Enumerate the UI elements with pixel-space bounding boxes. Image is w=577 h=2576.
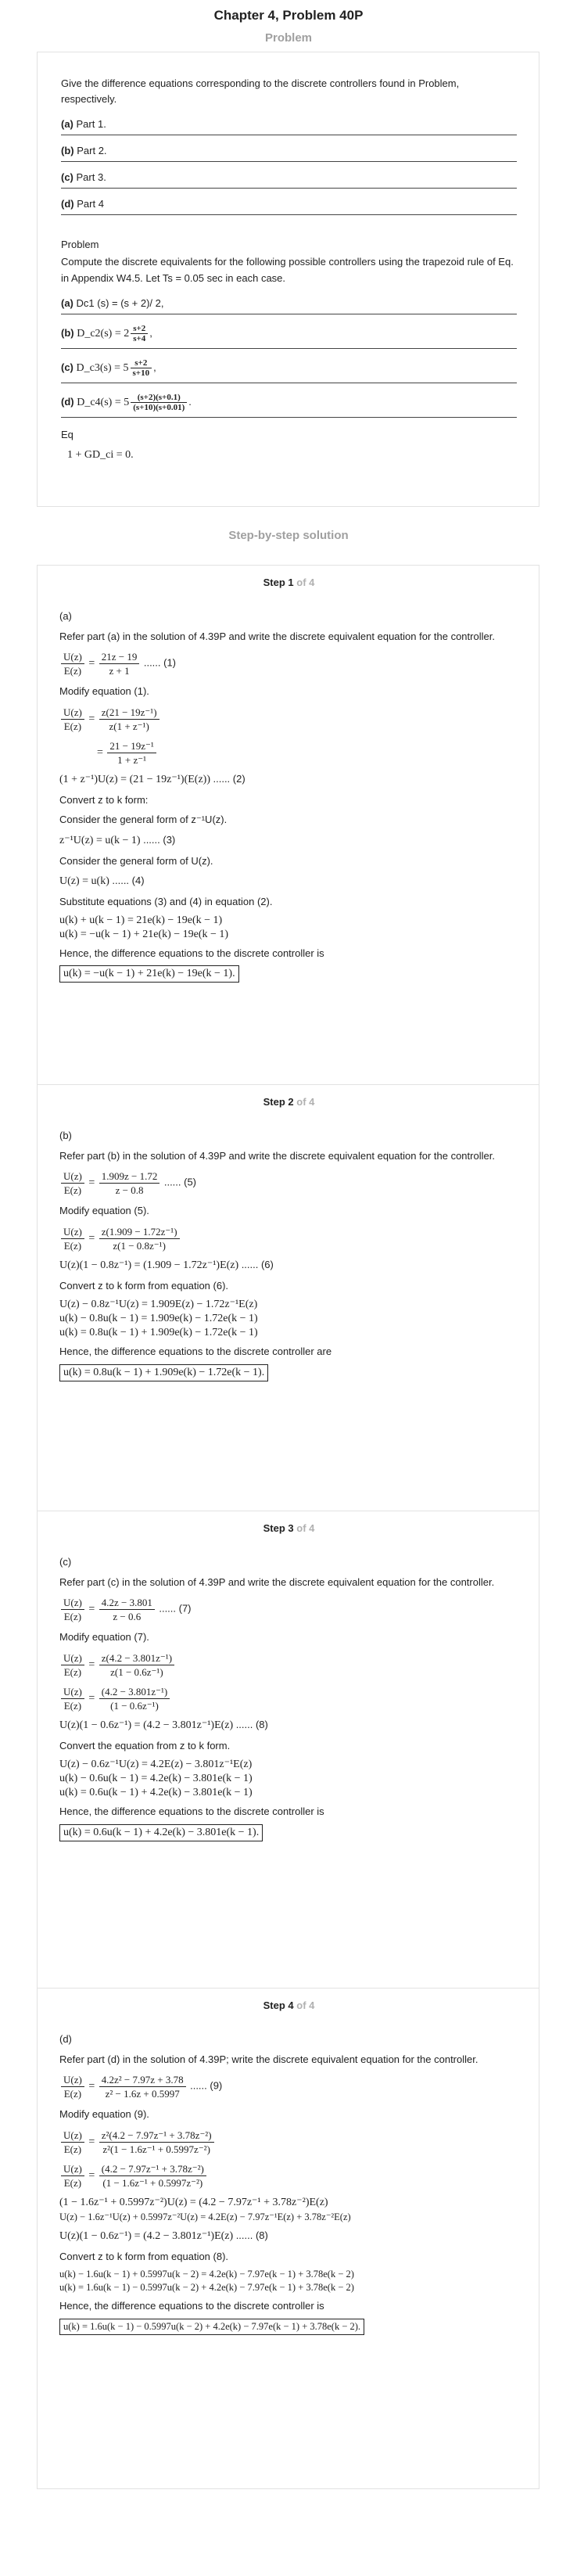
step-4-intro: Refer part (d) in the solution of 4.39P; write the discrete equivalent equation for the controller. [59,2053,478,2065]
step-2-l3: u(k) = 0.8u(k − 1) + 1.909e(k) − 1.72e(k − 1) [59,1327,258,1338]
step-3-eq2: U(z)(1 − 0.6z⁻¹) = (4.2 − 3.801z⁻¹)E(z) ...... (8) [59,1718,268,1731]
step-4-eq1b: $\frac{U(z)}{E(z)}$ = $\frac{\text{z²(4.2 − 7.97z⁻¹ + 3.78z⁻²)}}{\text{z²(1 − 1.6z⁻¹ + 0.5997z⁻²)}}$ [59,2129,518,2156]
step-4-header: Step 4 of 4 [263,1999,315,2011]
step-3-result: u(k) = 0.6u(k − 1) + 4.2e(k) − 3.801e(k − 1). [59,1824,263,1841]
step-2-eq1: $\frac{U(z)}{E(z)}$ = $\frac{1.909z - 1.72}{z - 0.8}$ ...... (5) [59,1169,518,1197]
step-1-eq1b: $\frac{U(z)}{E(z)}$ = $\frac{\text{z(21 − 19z⁻¹)}}{\text{z(1 + z⁻¹)}}$ [59,706,518,733]
step-4-eq1: $\frac{U(z)}{E(z)}$ = $\frac{\text{4.2z² − 7.97z + 3.78}}{\text{z² − 1.6z + 0.5997}}$ ...... (9) [59,2073,518,2100]
step-2-intro: Refer part (b) in the solution of 4.39P and write the discrete equivalent equation for the controller. [59,1149,495,1162]
sub-problem-heading: Problem [61,239,99,251]
controller-b: (b) D_c2(s) = 2 $\frac{s+2}{s+4}$ , [61,321,517,349]
step-4-eq1c: $\frac{U(z)}{E(z)}$ = $\frac{\text{(4.2 − 7.97z⁻¹ + 3.78z⁻²)}}{\text{(1 − 1.6z⁻¹ + 0.5997z⁻²)}}$ [59,2162,518,2190]
step-3-eq1: $\frac{U(z)}{E(z)}$ = $\frac{4.2z - 3.801}{z - 0.6}$ ...... (7) [59,1596,518,1623]
step-3-eq1b: $\frac{U(z)}{E(z)}$ = $\frac{\text{z(4.2 − 3.801z⁻¹)}}{\text{z(1 − 0.6z⁻¹)}}$ [59,1651,518,1679]
controller-d: (d) D_c4(s) = 5 $\frac{(s+2)(s+0.1)}{(s+10)(s+0.01)}$ . [61,390,517,418]
step-1-intro: Refer part (a) in the solution of 4.39P and write the discrete equivalent equation for the controller. [59,630,495,642]
sub-problem-intro: Compute the discrete equivalents for the following possible controllers using the trapezoid rule of Eq. in Appendix W4.5. Let Ts = 0.05 sec in each case. [61,256,514,284]
controller-a: (a) Dc1 (s) = (s + 2)/ 2, [61,294,517,314]
step-1-substitute: Substitute equations (3) and (4) in equation (2). [59,896,273,907]
step-3-hence: Hence, the difference equations to the discrete controller is [59,1805,324,1817]
step-1-convert: Convert z to k form: [59,793,149,806]
step-2-eq2: U(z)(1 − 0.8z⁻¹) = (1.909 − 1.72z⁻¹)E(z) ...... (6) [59,1258,274,1271]
step-1-eq3: z⁻¹U(z) = u(k − 1) ...... (3) [59,833,176,846]
step-2-eq1b: $\frac{U(z)}{E(z)}$ = $\frac{\text{z(1.909 − 1.72z⁻¹)}}{\text{z(1 − 0.8z⁻¹)}}$ [59,1225,518,1252]
step-3-l1: U(z) − 0.6z⁻¹U(z) = 4.2E(z) − 3.801z⁻¹E(z) [59,1759,253,1770]
step-1-eq2: (1 + z⁻¹)U(z) = (21 − 19z⁻¹)(E(z)) ...... (2) [59,772,245,785]
controller-c: (c) D_c3(s) = 5 $\frac{s+2}{s+10}$ , [61,355,517,383]
step-2-l2: u(k) − 0.8u(k − 1) = 1.909e(k) − 1.72e(k − 1) [59,1313,258,1324]
step-4 [38,1988,539,2488]
step-4-convert: Convert z to k form from equation (8). [59,2250,229,2262]
step-3-intro: Refer part (c) in the solution of 4.39P and write the discrete equivalent equation for the controller. [59,1575,495,1588]
step-3 [38,1511,539,1988]
step-4-hence: Hence, the difference equations to the discrete controller is [59,2300,324,2312]
step-2-l1: U(z) − 0.8z⁻¹U(z) = 1.909E(z) − 1.72z⁻¹E(z) [59,1299,258,1310]
step-1-eq6: u(k) = −u(k − 1) + 21e(k) − 19e(k − 1) [59,928,229,940]
step-3-part: (c) [59,1556,72,1568]
problem-part-a: (a) Part 1. [61,115,517,135]
step-2-part: (b) [59,1130,72,1141]
step-1-eq4: U(z) = u(k) ...... (4) [59,875,145,887]
step-2 [38,1084,539,1511]
step-1 [38,566,539,1084]
step-4-eq2a: (1 − 1.6z⁻¹ + 0.5997z⁻²)U(z) = (4.2 − 7.97z⁻¹ + 3.78z⁻²)E(z) [59,2196,328,2208]
step-3-convert: Convert the equation from z to k form. [59,1739,231,1751]
step-4-part: (d) [59,2033,72,2045]
step-3-eq1c: $\frac{U(z)}{E(z)}$ = $\frac{\text{(4.2 − 3.801z⁻¹)}}{\text{(1 − 0.6z⁻¹)}}$ [59,1685,518,1712]
step-1-eq5: u(k) + u(k − 1) = 21e(k) − 19e(k − 1) [59,914,223,926]
step-4-result: u(k) = 1.6u(k − 1) − 0.5997u(k − 2) + 4.2e(k) − 7.97e(k − 1) + 3.78e(k − 2). [59,2319,364,2335]
step-1-header: Step 1 of 4 [263,577,315,588]
chapter-title: Chapter 4, Problem 40P [213,8,364,23]
step-3-l3: u(k) = 0.6u(k − 1) + 4.2e(k) − 3.801e(k − 1) [59,1787,253,1798]
step-4-eq2b: U(z) − 1.6z⁻¹U(z) + 0.5997z⁻²U(z) = 4.2E(z) − 7.97z⁻¹E(z) + 3.78z⁻²E(z) [59,2211,351,2222]
step-4-l2: u(k) = 1.6u(k − 1) − 0.5997u(k − 2) + 4.2e(k) − 7.97e(k − 1) + 3.78e(k − 2) [59,2282,354,2293]
problem-part-d: (d) Part 4 [61,195,517,215]
problem-part-b: (b) Part 2. [61,142,517,162]
step-1-consider2: Consider the general form of U(z). [59,854,213,867]
step-2-result: u(k) = 0.8u(k − 1) + 1.909e(k) − 1.72e(k − 1). [59,1364,268,1381]
problem-heading: Problem [264,31,312,45]
step-1-modify: Modify equation (1). [59,685,149,697]
step-2-modify: Modify equation (5). [59,1205,149,1216]
eq-label: Eq [61,428,73,440]
step-2-hence: Hence, the difference equations to the discrete controller are [59,1345,332,1357]
step-2-convert: Convert z to k form from equation (6). [59,1279,229,1292]
solution-heading: Step-by-step solution [228,529,349,542]
step-1-result: u(k) = −u(k − 1) + 21e(k) − 19e(k − 1). [59,965,239,983]
characteristic-equation: 1 + GD_ci = 0. [67,448,134,461]
step-4-modify: Modify equation (9). [59,2108,149,2120]
step-4-eq2: U(z)(1 − 0.6z⁻¹) = (4.2 − 3.801z⁻¹)E(z) ...... (8) [59,2229,268,2242]
problem-part-c: (c) Part 3. [61,168,517,189]
solution-card [37,565,539,2489]
problem-card [37,52,539,507]
step-4-l1: u(k) − 1.6u(k − 1) + 0.5997u(k − 2) = 4.2e(k) − 7.97e(k − 1) + 3.78e(k − 2) [59,2269,354,2280]
problem-intro: Give the difference equations corresponding to the discrete controllers found in Problem, respectively. [61,77,460,106]
step-3-header: Step 3 of 4 [263,1522,315,1534]
step-1-eq1: $\frac{U(z)}{E(z)}$ = $\frac{21z - 19}{z + 1}$ ...... (1) [59,650,518,677]
step-1-consider1: Consider the general form of z⁻¹U(z). [59,814,228,825]
step-1-eq1c: = $\frac{\text{21 − 19z⁻¹}}{\text{1 + z⁻¹}}$ [59,739,518,767]
step-1-part: (a) [59,610,72,622]
step-3-l2: u(k) − 0.6u(k − 1) = 4.2e(k) − 3.801e(k − 1) [59,1773,253,1784]
step-3-modify: Modify equation (7). [59,1631,149,1643]
step-2-header: Step 2 of 4 [263,1096,315,1108]
step-1-hence: Hence, the difference equations to the discrete controller is [59,947,324,959]
